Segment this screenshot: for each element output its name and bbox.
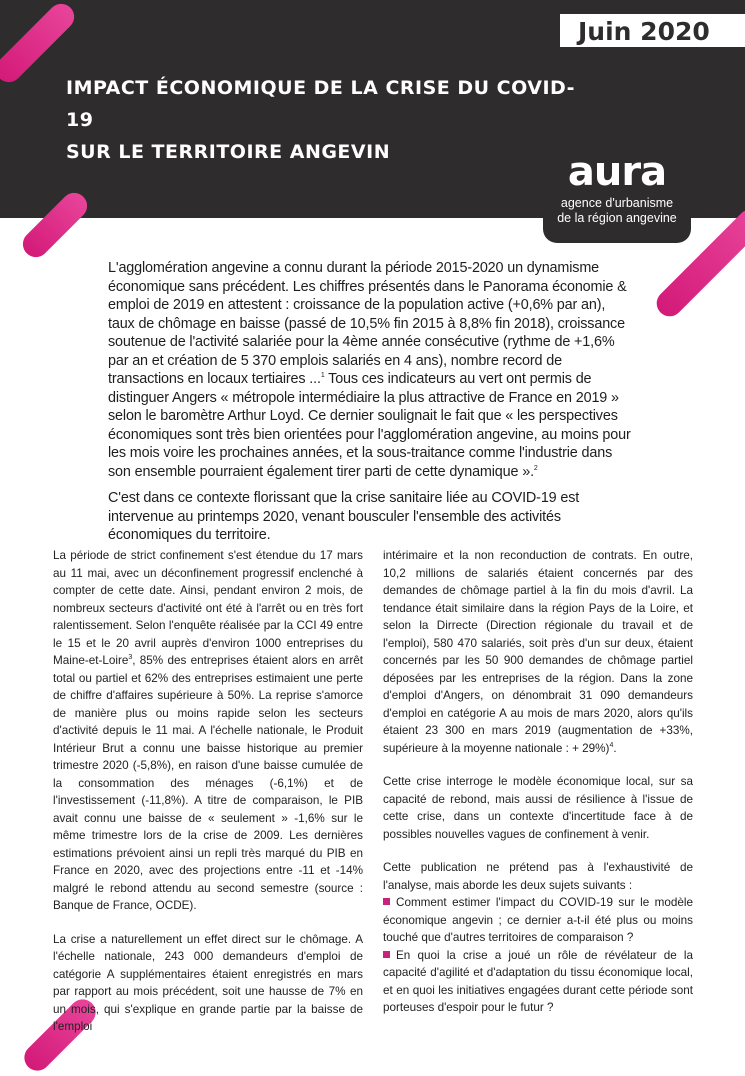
aura-logo (543, 146, 691, 243)
body-text: . (613, 741, 617, 755)
body-column-right (383, 547, 693, 1017)
body-text: intérimaire et la non reconduction de contrats. En outre, 10,2 millions de salariés étaient concernés par des demandes de chômage partiel à la fin du mois d'avril. La tendance était similaire dans la région Pays de la Loire, et selon la Dirrecte (Direction régionale du travail et de l'emploi), 580 470 salariés, soit près d'un sur deux, étaient concernés par les 50 900 demandes de chômage partiel déposées par les entreprises de la région. Dans la zone d'emploi d'Angers, on dénombrait 31 090 demandeurs d'emploi en catégorie A au mois de mars 2020, alors qu'ils étaient 23 300 en mars 2019 (augmentation de +33%, supérieure à la moyenne nationale : + 29%) (383, 549, 693, 755)
footnote-ref: 1 (320, 372, 325, 380)
footnote-ref: 2 (533, 464, 538, 472)
logo-line-2: de la région angevine (557, 211, 677, 225)
body-paragraph: Cette crise interroge le modèle économique local, sur sa capacité de rebond, mais aussi de résilience à l'issue de cette crise, dans un contexte d'incertitude face à de possibles nouvelles vagues de confinement à venir. (383, 775, 693, 841)
body-column-left (53, 547, 363, 1052)
publication-date: Juin 2020 (560, 14, 745, 50)
body-text: La période de strict confinement s'est étendue du 17 mars au 11 mai, avec un déconfinement progressif enclenché à compter de cette date. Ainsi, pendant environ 2 mois, de nombreux secteurs d'activité ont été à l'arrêt ou en très fort ralentissement. Selon l'enquête réalisée par la CCI 49 entre le 15 et le 20 avril auprès d'environ 1000 entreprises du Maine-et-Loire (53, 549, 363, 667)
intro-text (108, 259, 633, 553)
logo-mark: aura (567, 149, 667, 195)
intro-p1-text: L'agglomération angevine a connu durant la période 2015-2020 un dynamisme économique sans précédent. Les chiffres présentés dans le Panorama économie & emploi de 2019 en attestent : croissance de la population active (+0,6% par an), taux de chômage en baisse (passé de 10,5% fin 2015 à 8,8% fin 2018), croissance soutenue de l'activité salariée pour la 4ème année consécutive (rythme de +1,6% par an et création de 5 370 emplois salariés en 4 ans), nombre record de transactions en locaux tertiaires ... (108, 260, 627, 387)
bullet-item: En quoi la crise a joué un rôle de révélateur de la capacité d'agilité et d'adaptation du tissu économique local, et en quoi les initiatives engagées durant cette période sont porteuses d'espoir pour le futur ? (383, 948, 693, 1014)
bullet-item: Comment estimer l'impact du COVID-19 sur le modèle économique angevin ; ce dernier a-t-il été plus ou moins touché que d'autres territoires de comparaison ? (383, 896, 693, 944)
body-text: Cette publication ne prétend pas à l'exhaustivité de l'analyse, mais aborde les deux sujets suivants : (383, 861, 693, 892)
body-text: , 85% des entreprises étaient alors en arrêt total ou partiel et 62% des entreprises estimaient une perte de chiffre d'affaires supérieure à 50%. La reprise s'amorce de manière plus ou moins rapide selon les secteurs d'activité depuis le 11 mai. A l'échelle nationale, le Produit Intérieur Brut a connu une baisse historique au premier trimestre 2020 (-5,8%), en raison d'une baisse cumulée de la consommation des ménages (-6,1%) et de l'investissement (-11,8%). A titre de comparaison, le PIB avait connu une baisse de « seulement » -1,6% sur le même trimestre lors de la crise de 2009. Les dernières estimations prévoient ainsi un repli très marqué du PIB en France en 2020, avec des projections entre -11 et -14% malgré le rebond attendu au second semestre (source : Banque de France, OCDE). (53, 654, 363, 912)
body-paragraph: La crise a naturellement un effet direct sur le chômage. A l'échelle nationale, 243 000 demandeurs d'emploi de catégorie A supplémentaires étaient enregistrés en mars par rapport au mois précédent, soit une hausse de 7% en un mois, qui s'explique en grande partie par la baisse de l'emploi (53, 932, 363, 1033)
title-line-1: IMPACT ÉCONOMIQUE DE LA CRISE DU COVID-19 (66, 77, 576, 131)
bullet-square-icon (383, 951, 390, 958)
intro-paragraph-2: C'est dans ce contexte florissant que la crise sanitaire liée au COVID-19 est intervenue au printemps 2020, venant bousculer l'ensemble des activités économiques du territoire. (108, 490, 580, 543)
body-paragraph (53, 547, 363, 915)
body-paragraph (383, 859, 693, 1017)
logo-line-1: agence d'urbanisme (560, 196, 674, 210)
page-title (66, 72, 586, 168)
intro-p1-text-b: Tous ces indicateurs au vert ont permis de distinguer Angers « métropole intermédiaire la plus attractive de France en 2019 » selon le baromètre Arthur Loyd. Ce dernier soulignait le fait que « les perspectives économiques sont très bien orientées pour l'agglomération angevine, au moins pour les mois voire les prochaines années, et la sous-traitance comme l'industrie dans son ensemble pourraient également tirer parti de cette dynamique ». (108, 371, 631, 480)
intro-paragraph-1 (108, 259, 633, 481)
body-paragraph (383, 547, 693, 757)
footnote-ref: 3 (128, 654, 133, 662)
title-line-2: SUR LE TERRITOIRE ANGEVIN (66, 141, 391, 163)
footnote-ref: 4 (609, 741, 614, 749)
bullet-square-icon (383, 898, 390, 905)
